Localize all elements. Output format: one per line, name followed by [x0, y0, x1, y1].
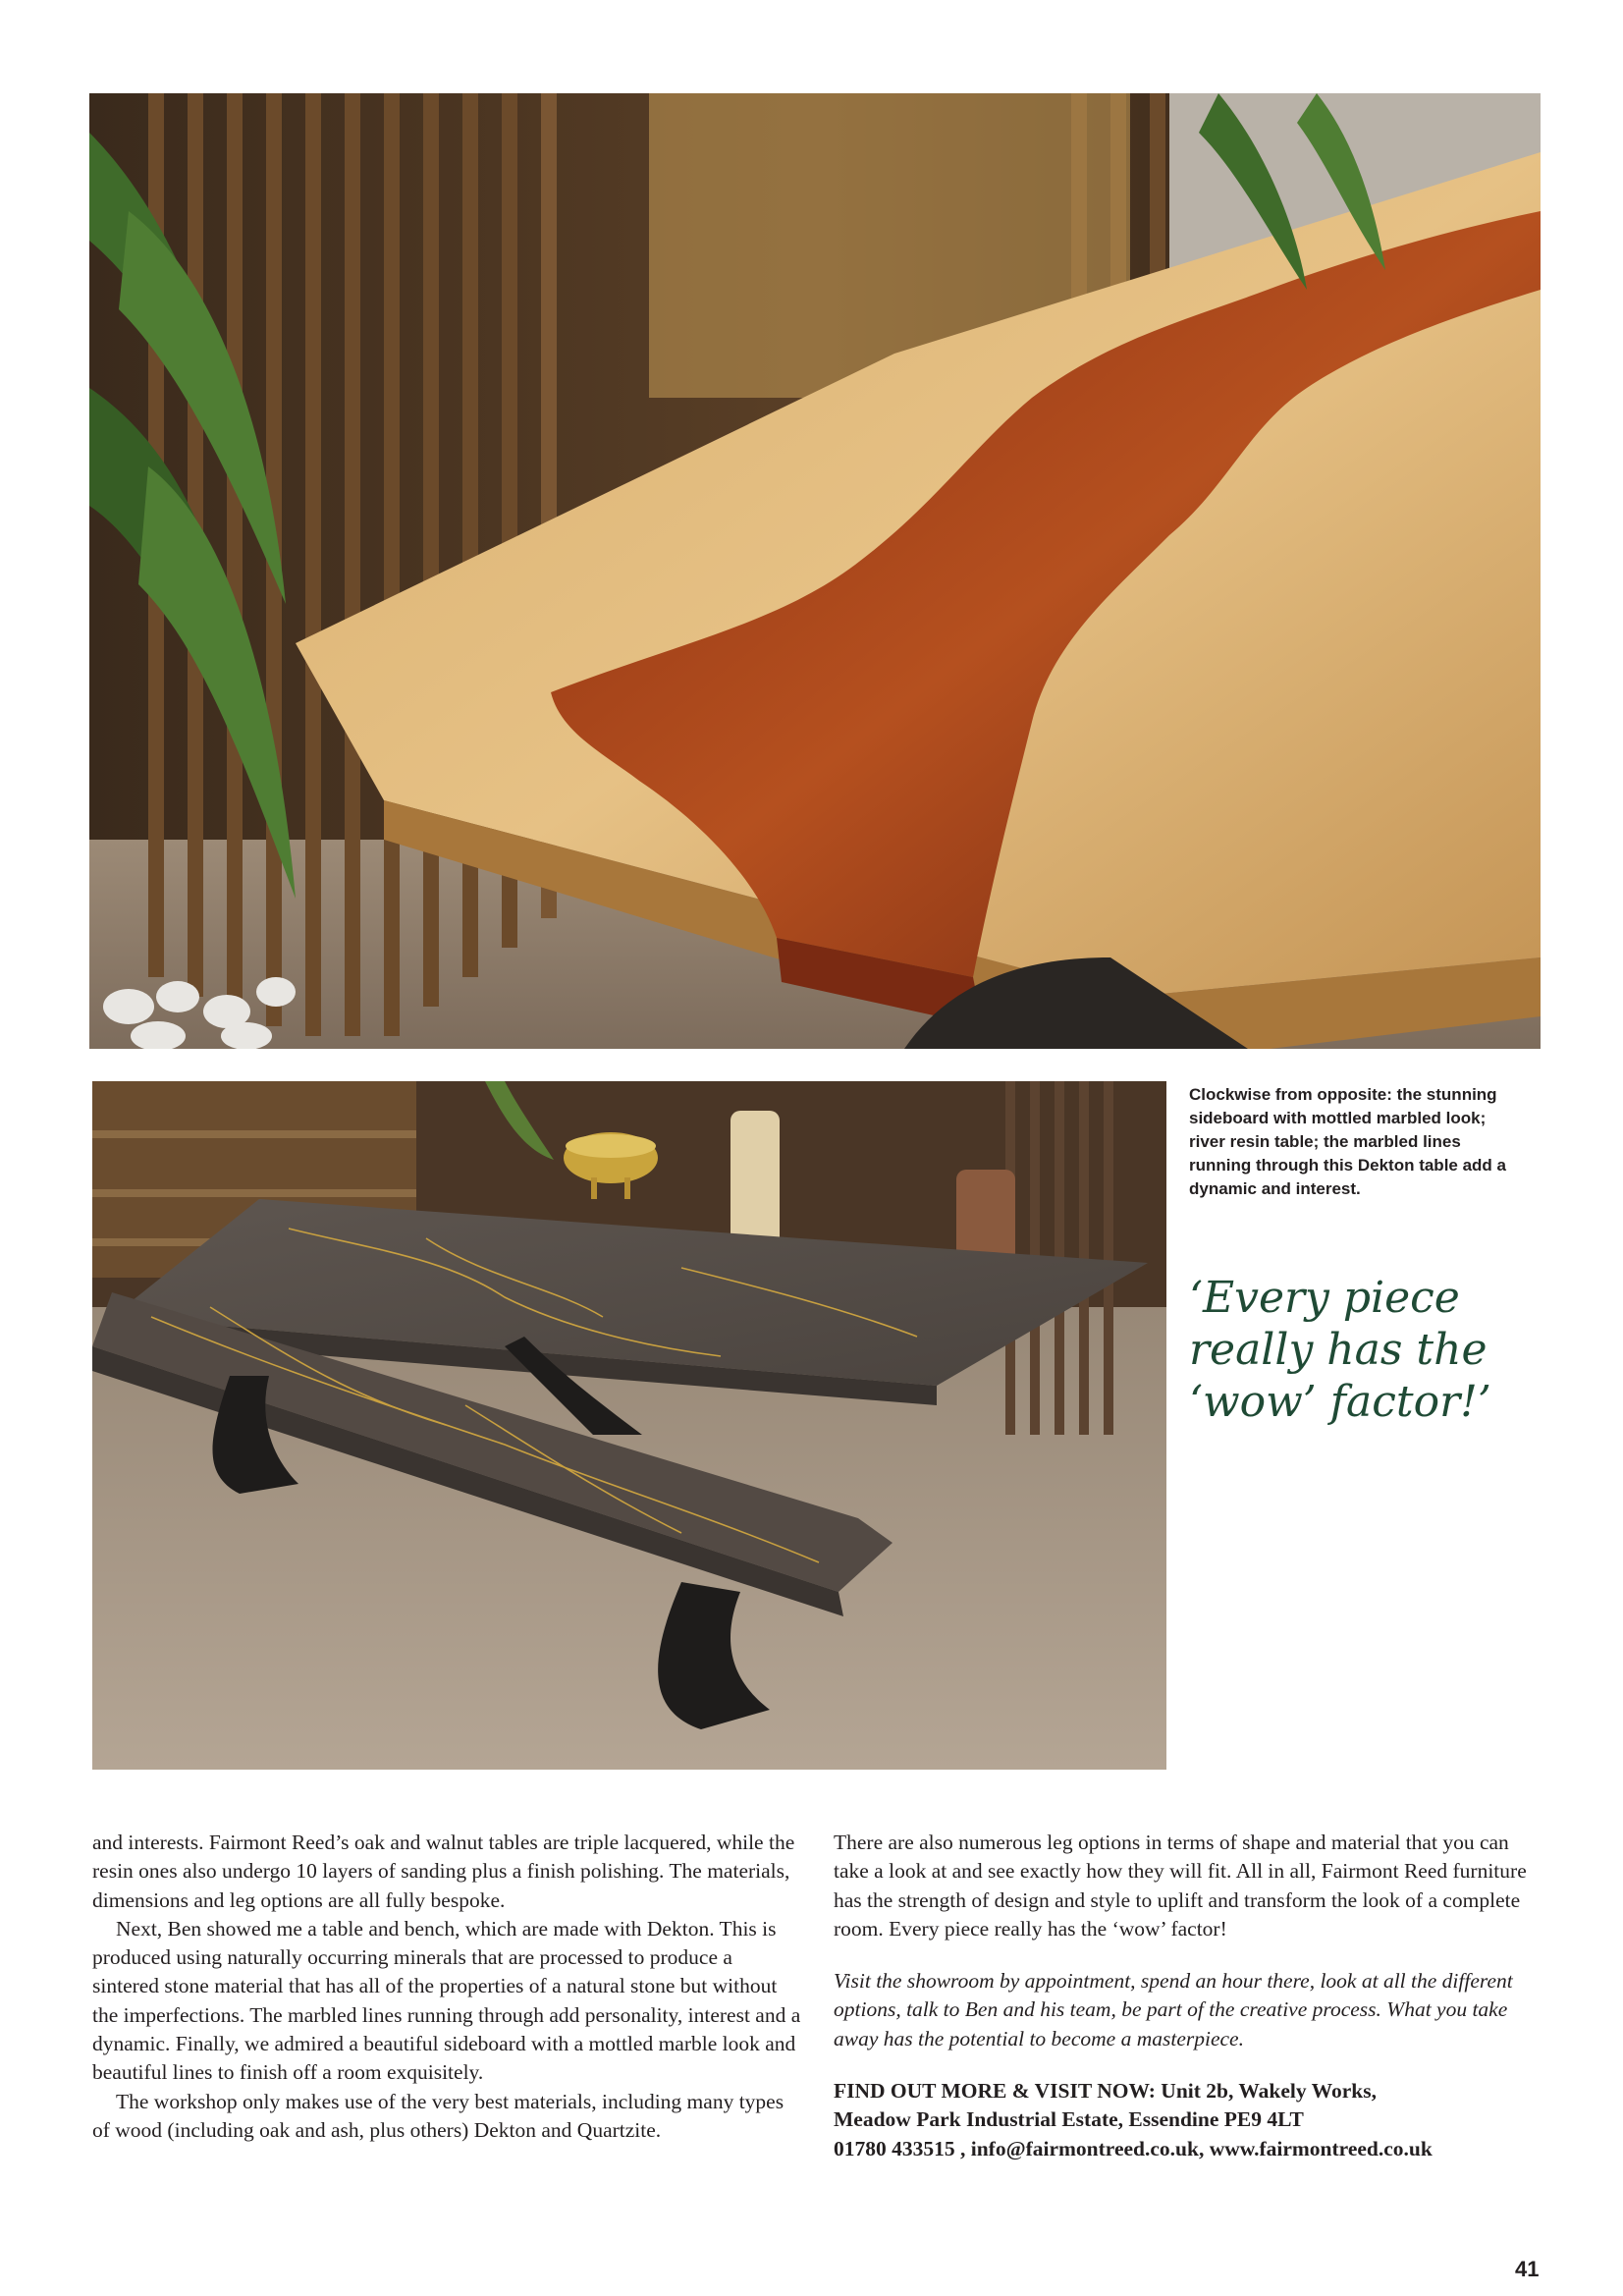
body-column-right	[834, 1829, 1541, 2163]
showroom-invitation: Visit the showroom by appointment, spend an hour there, look at all the different options, talk to Ben and his team, be part of the creative process. What you take away has the potential to become a masterpiece.	[834, 1969, 1513, 2050]
paragraph: There are also numerous leg options in terms of shape and material that you can take a look at and see exactly how they will fit. All in all, Fairmont Reed furniture has the strength of design and style to uplift and transform the look of a complete room. Every piece really has the ‘wow’ factor!	[834, 1831, 1527, 1941]
paragraph: and interests. Fairmont Reed’s oak and walnut tables are triple lacquered, while the resin ones also undergo 10 layers of sanding plus a finish polishing. The materials, dimensions and leg options are all fully bespoke.	[92, 1831, 795, 1912]
dekton-table-bench-photo	[92, 1081, 1166, 1770]
photo-caption: Clockwise from opposite: the stunning sideboard with mottled marbled look; river resin table; the marbled lines running through this Dekton table add a dynamic and interest.	[1189, 1085, 1506, 1198]
paragraph: Next, Ben showed me a table and bench, which are made with Dekton. This is produced using naturally occurring minerals that are processed to produce a sintered stone material that has all of the properties of a natural stone but without the imperfections. The marbled lines running through add personality, interest and a dynamic. Finally, we admired a beautiful sideboard with a mottled marble look and beautiful lines to finish off a room exquisitely.	[92, 1916, 801, 2085]
pull-quote: ‘Every piece really has the ‘wow’ factor!’	[1189, 1273, 1491, 1427]
river-resin-table-photo	[89, 93, 1541, 1049]
page-number: 41	[1515, 2257, 1540, 2281]
contact-address-line-1: FIND OUT MORE & VISIT NOW: Unit 2b, Wakely Works,	[834, 2079, 1377, 2104]
body-column-left	[92, 1829, 803, 2145]
contact-address-line-2: Meadow Park Industrial Estate, Essendine PE9 4LT	[834, 2107, 1304, 2132]
dekton-table-bench-illustration	[92, 1081, 1166, 1770]
contact-details	[834, 2077, 1541, 2163]
river-resin-table-illustration	[89, 93, 1541, 1049]
contact-phone-email-web: 01780 433515 , info@fairmontreed.co.uk, www.fairmontreed.co.uk	[834, 2136, 1433, 2160]
paragraph: The workshop only makes use of the very best materials, including many types of wood (including oak and ash, plus others) Dekton and Quartzite.	[92, 2089, 784, 2142]
